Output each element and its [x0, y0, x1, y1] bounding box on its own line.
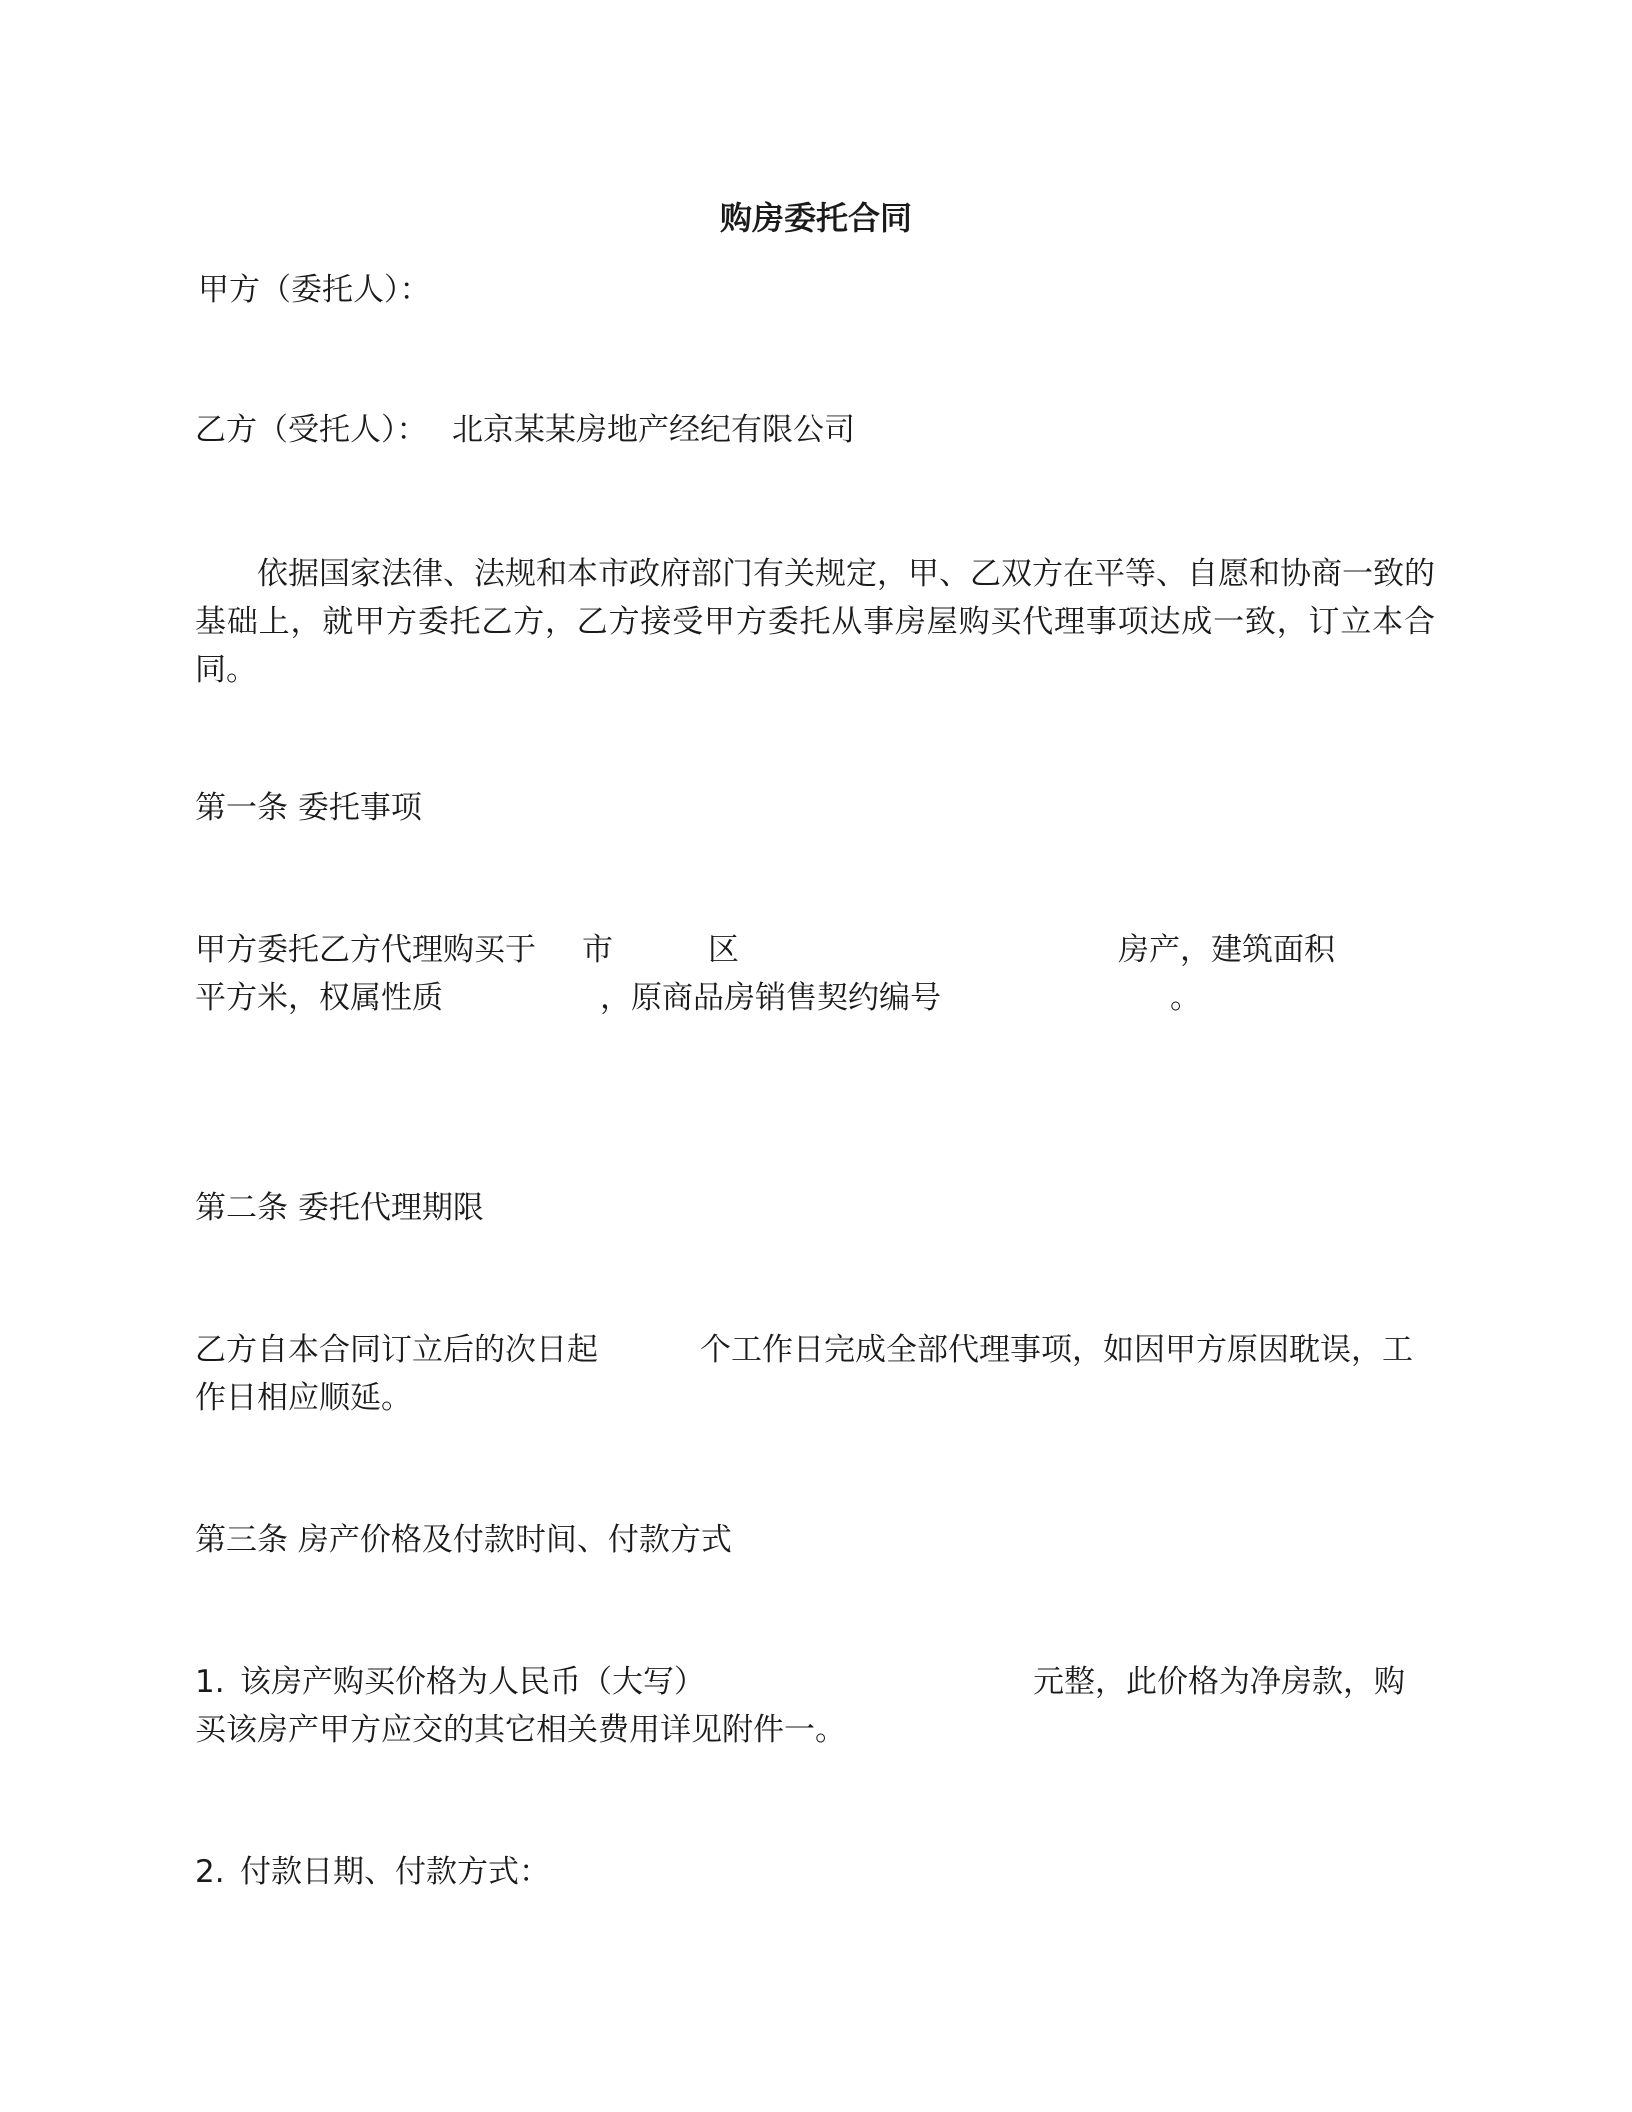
party-b-name: 北京某某房地产经纪有限公司 [452, 412, 855, 448]
party-a-line: 甲方（委托人）： [198, 272, 431, 308]
preamble-paragraph: 依据国家法律、法规和本市政府部门有关规定，甲、乙双方在平等、自愿和协商一致的基础上，就甲方委托乙方，乙方接受甲方委托从事房屋购买代理事项达成一致，订立本合同。 [195, 556, 1435, 688]
article1-text-period: 。 [1170, 980, 1201, 1016]
article2-text-workdays: 个工作日完成全部代理事项，如因甲方原因耽误，工 [700, 1332, 1413, 1368]
article1-text-city: 市 [582, 932, 613, 968]
article2-text-start: 乙方自本合同订立后的次日起 [195, 1332, 598, 1368]
article1-text-district: 区 [708, 932, 739, 968]
article3-heading: 第三条 房产价格及付款时间、付款方式 [195, 1522, 732, 1558]
article3-item2-number: 2. [195, 1854, 225, 1890]
article3-item1-price: 该房产购买价格为人民币（大写） [240, 1664, 705, 1700]
article2-text-extension: 作日相应顺延。 [195, 1380, 412, 1416]
document-title: 购房委托合同 [719, 199, 912, 237]
party-b-label: 乙方（受托人）： [195, 412, 428, 448]
article3-item1-net-price: 元整，此价格为净房款，购 [1033, 1664, 1405, 1700]
article2-heading: 第二条 委托代理期限 [195, 1190, 484, 1226]
article3-item2-payment: 付款日期、付款方式： [240, 1854, 550, 1890]
article1-text-contract-no: ，原商品房销售契约编号 [600, 980, 941, 1016]
article1-text-sqm: 平方米，权属性质 [195, 980, 443, 1016]
article1-text-area: 房产，建筑面积 [1118, 932, 1335, 968]
article1-heading: 第一条 委托事项 [195, 790, 422, 826]
article3-item1-number: 1. [195, 1664, 225, 1700]
article3-item1-fees: 买该房产甲方应交的其它相关费用详见附件一。 [195, 1712, 846, 1748]
article1-text-purchase: 甲方委托乙方代理购买于 [195, 932, 536, 968]
